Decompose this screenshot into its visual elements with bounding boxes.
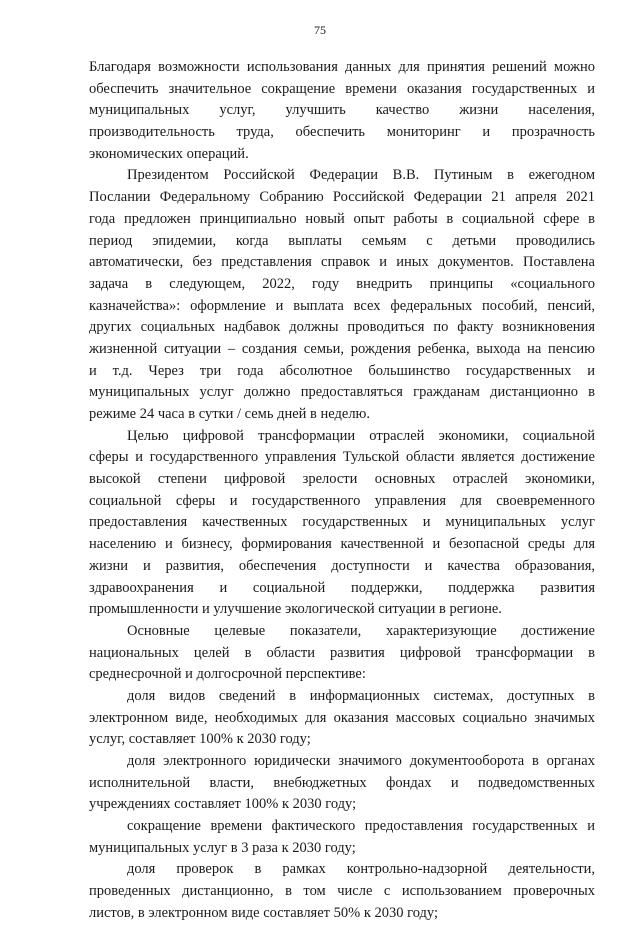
text-line: услуг, составляет 100% к 2030 году; <box>89 731 311 748</box>
paragraph <box>89 751 595 816</box>
text-line: Послании Федеральному Собранию Российской Федерации 21 апреля 2021 <box>89 189 595 206</box>
text-line: обеспечить значительное сокращение времени оказания государственных и <box>89 80 595 97</box>
text-line: года предложен принципиально новый опыт работы в социальной сфере в <box>89 210 595 227</box>
text-line: казначейства»: оформление и выплата всех федеральных пособий, пенсий, <box>89 297 595 314</box>
text-line: доля видов сведений в информационных системах, доступных в <box>127 687 595 704</box>
paragraph <box>89 859 595 924</box>
text-line: Основные целевые показатели, характеризующие достижение <box>127 622 595 639</box>
text-line: доля проверок в рамках контрольно-надзорной деятельности, <box>127 861 595 878</box>
paragraph <box>89 621 595 686</box>
text-line: социальной сферы и государственного управления для своевременного <box>89 492 595 509</box>
text-line: промышленности и улучшение экологической ситуации в регионе. <box>89 601 502 618</box>
text-line: сокращение времени фактического предоставления государственных и <box>127 818 595 835</box>
text-line: предоставления качественных государственных и муниципальных услуг <box>89 514 595 531</box>
text-line: доля электронного юридически значимого документооборота в органах <box>127 753 595 769</box>
text-line: Президентом Российской Федерации В.В. Путиным в ежегодном <box>127 167 595 184</box>
text-line: жизни и развития, обеспечения доступности и качества образования, <box>89 557 595 574</box>
text-line: и т.д. Через три года абсолютное большинство государственных и <box>89 362 595 379</box>
text-line: муниципальных услуг должно предоставляться гражданам дистанционно в <box>89 384 595 401</box>
text-line: период эпидемии, когда выплаты семьям с детьми проводились <box>89 232 595 249</box>
paragraph <box>89 57 595 165</box>
text-line: среднесрочной и долгосрочной перспективе: <box>89 666 366 683</box>
text-line: исполнительной власти, внебюджетных фондах и подведомственных <box>89 774 595 791</box>
text-line: производительность труда, обеспечить мониторинг и прозрачность <box>89 124 595 141</box>
text-line: жизненной ситуации – создания семьи, рождения ребенка, выхода на пенсию <box>89 340 595 357</box>
text-line: режиме 24 часа в сутки / семь дней в неделю. <box>89 406 371 422</box>
paragraph <box>89 816 595 859</box>
text-line: автоматически, без представления справок и иных документов. Поставлена <box>89 254 595 271</box>
text-line: листов, в электронном виде составляет 50% к 2030 году; <box>89 904 439 921</box>
text-line: населению и бизнесу, формирования качественной и безопасной среды для <box>89 536 595 553</box>
text-line: национальных целей в области развития цифровой трансформации в <box>89 644 595 661</box>
text-line: высокой степени цифровой зрелости основных отраслей экономики, <box>89 471 595 488</box>
paragraph <box>89 426 595 621</box>
text-line: учреждениях составляет 100% к 2030 году; <box>89 796 357 813</box>
text-line: муниципальных услуг, улучшить качество жизни населения, <box>89 102 595 119</box>
page-number: 75 <box>314 23 326 37</box>
text-line: электронном виде, необходимых для оказания массовых социально значимых <box>89 709 595 726</box>
document-body <box>89 57 595 925</box>
text-line: Целью цифровой трансформации отраслей экономики, социальной <box>127 427 595 444</box>
text-line: задача в следующем, 2022, году внедрить принципы «социального <box>89 275 595 292</box>
text-line: здравоохранения и социальной поддержки, поддержка развития <box>89 579 595 596</box>
text-line: Благодаря возможности использования данных для принятия решений можно <box>89 59 595 75</box>
paragraph <box>89 686 595 751</box>
text-line: проведенных дистанционно, в том числе с использованием проверочных <box>89 883 595 900</box>
paragraph <box>89 165 595 425</box>
text-line: сферы и государственного управления Тульской области является достижение <box>89 449 595 466</box>
text-line: других социальных надбавок должны проводиться по факту возникновения <box>89 319 595 336</box>
text-line: экономических операций. <box>89 145 249 162</box>
text-line: муниципальных услуг в 3 раза к 2030 году; <box>89 839 356 856</box>
